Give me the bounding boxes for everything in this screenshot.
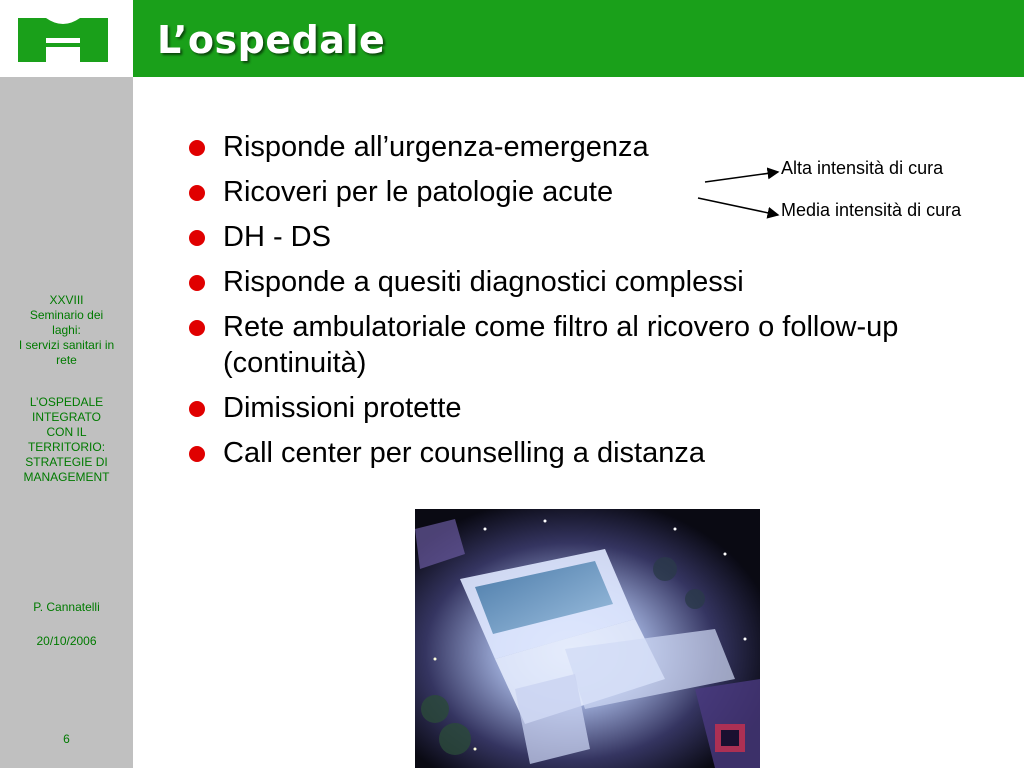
bullet-text: Risponde all’urgenza-emergenza <box>223 131 649 163</box>
bullet-dot-icon <box>189 401 205 417</box>
presentation-topic: L’OSPEDALE INTEGRATO CON IL TERRITORIO: STRATEGIE DI MANAGEMENT <box>23 395 110 484</box>
sidebar <box>0 77 133 768</box>
bullet-text: DH - DS <box>223 221 331 253</box>
hospital-h-logo-icon <box>0 0 133 77</box>
bullet-item <box>187 219 907 255</box>
bullet-item <box>187 435 907 471</box>
page-number: 6 <box>63 732 70 746</box>
annotation-high-intensity: Alta intensità di cura <box>781 158 944 178</box>
title-bar <box>133 0 1024 77</box>
bullet-item <box>187 264 907 300</box>
annotation-arrows <box>690 160 790 230</box>
bullet-text: Call center per counselling a distanza <box>223 437 705 469</box>
bullet-item <box>187 309 903 381</box>
arrow-to-high-intensity-icon <box>705 172 778 182</box>
author: P. Cannatelli <box>33 600 100 614</box>
bullet-list <box>187 129 907 480</box>
bullet-dot-icon <box>189 320 205 336</box>
bullet-dot-icon <box>189 275 205 291</box>
bullet-dot-icon <box>189 230 205 246</box>
annotation-medium-intensity: Media intensità di cura <box>781 200 962 220</box>
bullet-item <box>187 390 907 426</box>
bullet-dot-icon <box>189 140 205 156</box>
bullet-text: Dimissioni protette <box>223 392 462 424</box>
bullet-text: Ricoveri per le patologie acute <box>223 176 614 208</box>
bullet-dot-icon <box>189 185 205 201</box>
slide-title: L’ospedale <box>157 18 386 62</box>
seminar-name: XXVIII Seminario dei laghi: I servizi sanitari in rete <box>18 293 115 367</box>
hospital-aerial-photo <box>415 509 760 768</box>
date: 20/10/2006 <box>36 634 97 648</box>
bullet-text: Rete ambulatoriale come filtro al ricovero o follow-up (continuità) <box>223 311 899 379</box>
bullet-text: Risponde a quesiti diagnostici complessi <box>223 266 744 298</box>
bullet-dot-icon <box>189 446 205 462</box>
arrow-to-medium-intensity-icon <box>698 198 778 215</box>
logo <box>0 0 133 77</box>
